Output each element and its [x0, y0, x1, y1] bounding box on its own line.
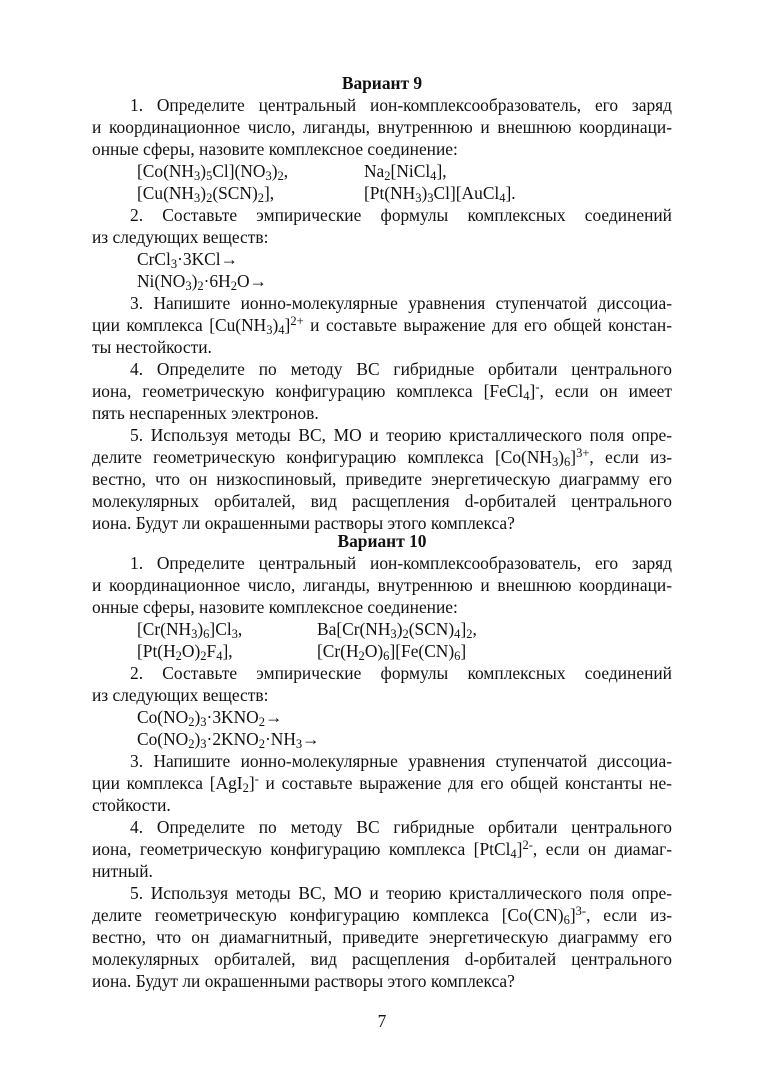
v10-formula-2: $Ba[Cr(NH_3)_2(SCN)_4]_2$,: [317, 619, 477, 642]
v9-formula-4: $[Pt(NH_3)_3Cl][AuCl_4]$.: [364, 183, 516, 206]
v10-q5-line1: 5. Используя методы ВС, МО и теорию кристаллического поля опре-: [130, 883, 672, 903]
v10-q5-line4: молекулярных орбиталей, вид расщепления d-орбиталей центрального: [92, 949, 672, 969]
v9-q2-line2: из следующих веществ:: [92, 227, 269, 247]
v10-reagent-2: $Co(NO_2)_3\cdot 2KNO_2\cdot NH_3\to$: [137, 729, 320, 752]
v10-q2-line1: 2. Составьте эмпирические формулы комплексных соединений: [130, 663, 672, 683]
v9-q3-line1: 3. Напишите ионно-молекулярные уравнения ступенчатой диссоциа-: [130, 293, 672, 313]
v9-q1-line1: 1. Определите центральный ион-комплексообразователь, его заряд: [130, 95, 672, 115]
v9-formula-2: $Na_2[NiCl_4]$,: [364, 161, 447, 184]
v9-q1-line2: и координационное число, лиганды, внутреннюю и внешнюю координаци-: [92, 117, 672, 137]
v9-formula-1: $[Co(NH_3)_5Cl](NO_3)_2$,: [137, 161, 289, 184]
v10-q4-line1: 4. Определите по методу ВС гибридные орбитали центрального: [130, 817, 672, 837]
v9-q5-line1: 5. Используя методы ВС, МО и теорию кристаллического поля опре-: [130, 425, 672, 445]
v10-q4-line2: иона, геометрическую конфигурацию комплекса [PtCl$_4$]$^{2-}$, если он диамаг-: [92, 837, 672, 862]
v10-formula-4: $[Cr(H_2O)_6][Fe(CN)_6]$: [317, 641, 467, 664]
v9-q3-line3: ты нестойкости.: [92, 337, 212, 357]
v9-q4-line3: пять неспаренных электронов.: [92, 403, 319, 423]
v9-q2-line1: 2. Составьте эмпирические формулы комплексных соединений: [130, 205, 672, 225]
variant-9-heading: Вариант 9: [341, 73, 423, 93]
v9-q5-line2: делите геометрическую конфигурацию комплекса $[Co(NH_3)_6]^{3+}$, если из-: [92, 445, 672, 470]
v10-q3-line3: стойкости.: [92, 795, 171, 815]
v9-q4-line2: иона, геометрическую конфигурацию комплекса [FeCl$_4$]-, если он имеет: [92, 379, 672, 404]
v9-q5-line5: иона. Будут ли окрашенными растворы этого комплекса?: [92, 513, 515, 533]
v10-q5-line2: делите геометрическую конфигурацию комплекса $[Co(CN)_6]^{3-}$, если из-: [92, 903, 672, 928]
v9-q5-line3: вестно, что он низкоспиновый, приведите энергетическую диаграмму его: [92, 469, 672, 489]
v9-q4-line1: 4. Определите по методу ВС гибридные орбитали центрального: [130, 359, 672, 379]
v9-q1-line3: онные сферы, назовите комплексное соединение:: [92, 139, 458, 159]
v10-q5-line3: вестно, что он диамагнитный, приведите энергетическую диаграмму его: [92, 927, 672, 947]
v9-q3-line2: ции комплекса $[Cu(NH_3)_4]^{2+}$ и составьте выражение для его общей констан-: [92, 313, 672, 338]
v9-q5-line4: молекулярных орбиталей, вид расщепления d-орбиталей центрального: [92, 491, 672, 511]
v10-reagent-1: $Co(NO_2)_3\cdot 3KNO_2\to$: [137, 707, 283, 730]
v10-q2-line2: из следующих веществ:: [92, 685, 269, 705]
v10-q3-line1: 3. Напишите ионно-молекулярные уравнения ступенчатой диссоциа-: [130, 751, 672, 771]
v10-q1-line3: онные сферы, назовите комплексное соединение:: [92, 597, 458, 617]
v10-q3-line2: ции комплекса [AgI$_2$]- и составьте выражение для его общей константы не-: [92, 771, 672, 796]
v10-q5-line5: иона. Будут ли окрашенными растворы этого комплекса?: [92, 971, 515, 991]
v10-q1-line1: 1. Определите центральный ион-комплексообразователь, его заряд: [130, 553, 672, 573]
v10-formula-1: $[Cr(NH_3)_6]Cl_3$,: [137, 619, 243, 642]
v9-reagent-1: CrCl$_3$·3KCl→: [137, 249, 238, 272]
page-number: 7: [377, 1011, 387, 1031]
v10-q4-line3: нитный.: [92, 861, 153, 881]
v10-formula-3: $[Pt(H_2O)_2F_4]$,: [137, 641, 233, 664]
v9-reagent-2: $Ni(NO_3)_2\cdot 6H_2O\to$: [137, 271, 267, 294]
v9-formula-3: $[Cu(NH_3)_2(SCN)_2]$,: [137, 183, 275, 206]
v10-q1-line2: и координационное число, лиганды, внутреннюю и внешнюю координаци-: [92, 575, 672, 595]
variant-10-heading: Вариант 10: [337, 531, 427, 551]
